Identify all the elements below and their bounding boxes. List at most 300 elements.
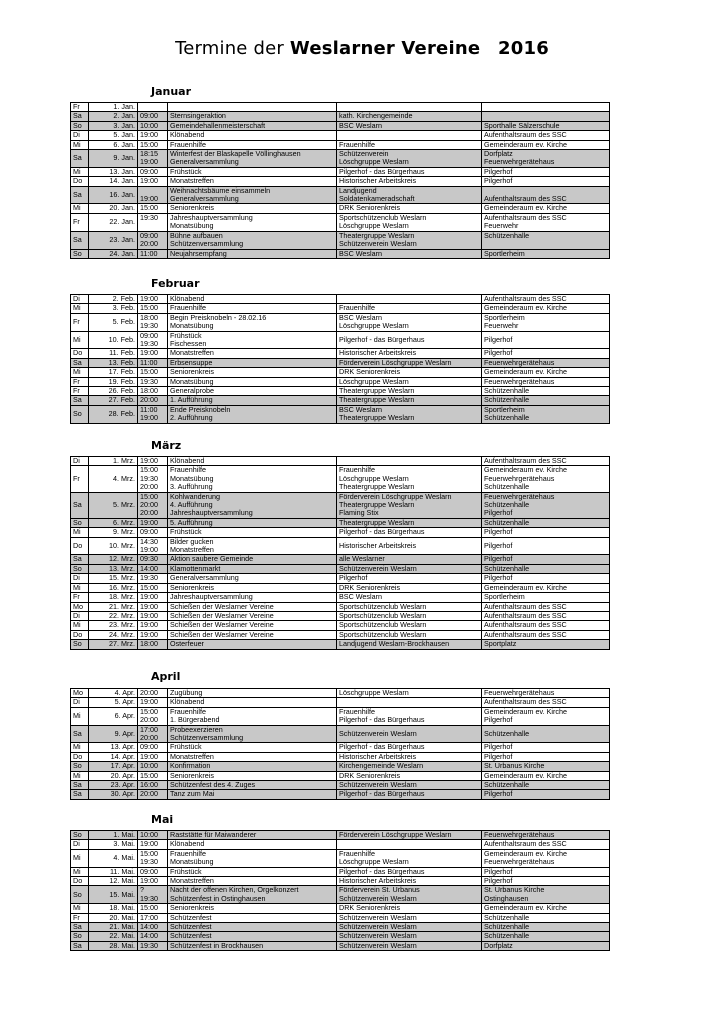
event-cell	[168, 574, 337, 583]
event-cell-line: Erbsensuppe	[170, 358, 213, 367]
weekday-cell: Mi	[71, 707, 89, 725]
organizer-cell-line: Löschgruppe Weslarn	[339, 473, 409, 483]
time-cell-line: 09:00	[140, 331, 158, 340]
date-cell: 6. Mrz.	[89, 518, 138, 527]
event-cell-line: 4. Aufführung	[170, 500, 213, 510]
location-cell	[482, 140, 610, 149]
location-cell-line: Schützenhalle	[484, 231, 530, 240]
time-cell-line: 20:00	[140, 395, 158, 405]
time-cell	[138, 904, 168, 913]
date-cell: 5. Feb.	[89, 313, 138, 331]
time-cell	[138, 840, 168, 849]
organizer-cell	[337, 941, 482, 950]
organizer-cell-line: Theatergruppe Weslarn	[339, 395, 415, 405]
weekday-cell: Sa	[71, 150, 89, 168]
table-row	[71, 831, 610, 840]
date-cell: 4. Apr.	[89, 689, 138, 698]
table-row	[71, 611, 610, 620]
location-cell-line: Gemeinderaum ev. Kirche	[484, 465, 567, 475]
organizer-cell-line: DRK Seniorenkreis	[339, 771, 401, 780]
event-cell	[168, 941, 337, 950]
event-cell	[168, 466, 337, 492]
organizer-cell	[337, 752, 482, 761]
event-cell-line: 1. Aufführung	[170, 395, 213, 405]
organizer-cell-line: BSC Weslarn	[339, 313, 383, 322]
location-cell	[482, 762, 610, 771]
page-title	[0, 38, 724, 59]
date-cell: 20. Jan.	[89, 204, 138, 213]
organizer-cell-line: Theatergruppe Weslarn	[339, 518, 415, 527]
location-cell-line: Pilgerhof	[484, 167, 513, 176]
location-cell-line: Feuerwehrgerätehaus	[484, 377, 555, 386]
organizer-cell	[337, 358, 482, 367]
date-cell: 2. Feb.	[89, 295, 138, 304]
organizer-cell	[337, 689, 482, 698]
event-cell	[168, 167, 337, 176]
organizer-cell	[337, 313, 482, 331]
location-cell-line: Pilgerhof	[484, 789, 513, 799]
date-cell: 23. Mrz.	[89, 621, 138, 630]
event-cell	[168, 304, 337, 313]
location-cell-line: Schützenhalle	[484, 386, 530, 396]
organizer-cell-line: Pilgerhof	[339, 573, 368, 583]
date-cell: 10. Mrz.	[89, 537, 138, 555]
time-cell-line: 17:00	[140, 725, 158, 734]
location-cell	[482, 867, 610, 876]
time-cell-line: 19:00	[140, 630, 158, 639]
time-cell-line: 18:00	[140, 386, 158, 396]
time-cell-line: 20:00	[140, 733, 158, 743]
event-cell	[168, 640, 337, 649]
organizer-cell	[337, 574, 482, 583]
time-cell-line: 15:00	[140, 583, 158, 592]
organizer-cell-line: Pilgerhof - das Bürgerhaus	[339, 167, 425, 176]
date-cell: 5. Mrz.	[89, 492, 138, 518]
organizer-cell	[337, 377, 482, 386]
event-cell	[168, 331, 337, 349]
date-cell: 3. Feb.	[89, 304, 138, 313]
organizer-cell-line: Pilgerhof - das Bürgerhaus	[339, 742, 425, 752]
organizer-cell	[337, 466, 482, 492]
location-cell-line: Sportplatz	[484, 639, 517, 649]
time-cell	[138, 621, 168, 630]
event-cell	[168, 295, 337, 304]
weekday-cell: So	[71, 405, 89, 423]
time-cell-line: 10:00	[140, 761, 158, 771]
location-cell-line: Aufenthaltsraum des SSC	[484, 839, 567, 849]
event-cell	[168, 781, 337, 790]
location-cell-line: Aufenthaltsraum des SSC	[484, 294, 567, 303]
event-cell	[168, 396, 337, 405]
organizer-cell-line: Schützenverein Weslarn	[339, 728, 417, 738]
table-row	[71, 904, 610, 913]
date-cell: 22. Jan.	[89, 213, 138, 231]
event-cell	[168, 457, 337, 466]
weekday-cell: Mi	[71, 528, 89, 537]
location-cell-line: Feuerwehrgerätehaus	[484, 492, 555, 501]
location-cell-line: Schützenhalle	[484, 922, 530, 932]
weekday-cell: So	[71, 640, 89, 649]
organizer-cell	[337, 593, 482, 602]
date-cell: 6. Apr.	[89, 707, 138, 725]
location-cell-line: Sportlerheim	[484, 313, 525, 322]
event-cell-line: Klönabend	[170, 294, 205, 303]
location-cell	[482, 904, 610, 913]
location-cell	[482, 840, 610, 849]
event-cell-line: Frühstück	[170, 742, 202, 752]
location-cell	[482, 886, 610, 904]
time-cell-line: 16:00	[140, 780, 158, 790]
time-cell-line: 19:00	[140, 697, 158, 707]
table-row	[71, 790, 610, 799]
event-cell	[168, 131, 337, 140]
organizer-cell	[337, 186, 482, 204]
organizer-cell	[337, 781, 482, 790]
event-cell-line: Sternsingeraktion	[170, 111, 226, 121]
table-row	[71, 131, 610, 140]
organizer-cell-line	[339, 698, 479, 706]
organizer-cell-line: Löschgruppe Weslarn	[339, 857, 409, 867]
location-cell-line: Aufenthaltsraum des SSC	[484, 213, 567, 222]
event-cell-line: Schützenfest	[170, 931, 212, 941]
location-cell-line: Sportlerheim	[484, 249, 525, 258]
location-cell	[482, 204, 610, 213]
table-row	[71, 121, 610, 130]
location-cell-line: Gemeinderaum ev. Kirche	[484, 203, 567, 213]
organizer-cell	[337, 177, 482, 186]
location-cell-line: Feuerwehrgerätehaus	[484, 358, 555, 367]
event-cell	[168, 358, 337, 367]
schedule-table-januar	[70, 102, 610, 259]
event-cell	[168, 886, 337, 904]
table-row	[71, 150, 610, 168]
time-cell-line: 14:00	[140, 564, 158, 573]
event-cell-line: Monatstreffen	[170, 348, 214, 358]
organizer-cell	[337, 112, 482, 121]
weekday-cell: Fr	[71, 593, 89, 602]
weekday-cell: Do	[71, 537, 89, 555]
location-cell-line: Gemeinderaum ev. Kirche	[484, 849, 567, 858]
organizer-cell	[337, 131, 482, 140]
organizer-cell-line: DRK Seniorenkreis	[339, 583, 401, 592]
time-cell	[138, 698, 168, 707]
location-cell-line: Aufenthaltsraum des SSC	[484, 602, 567, 611]
time-cell-line	[140, 222, 165, 230]
time-cell	[138, 121, 168, 130]
event-cell	[168, 840, 337, 849]
weekday-cell: Di	[71, 295, 89, 304]
time-cell	[138, 177, 168, 186]
weekday-cell: Sa	[71, 555, 89, 564]
location-cell-line: Pilgerhof	[484, 867, 513, 876]
organizer-cell	[337, 932, 482, 941]
organizer-cell-line	[339, 840, 479, 848]
event-cell	[168, 602, 337, 611]
time-cell-line: 15:00	[140, 367, 158, 377]
event-cell-line: Seniorenkreis	[170, 903, 214, 913]
location-cell-line: Gemeinderaum ev. Kirche	[484, 140, 567, 149]
event-cell	[168, 583, 337, 592]
location-cell	[482, 112, 610, 121]
organizer-cell	[337, 621, 482, 630]
organizer-cell-line: Sportschützenclub Weslarn	[339, 213, 427, 222]
location-cell-line: Aufenthaltsraum des SSC	[484, 194, 567, 204]
date-cell: 6. Jan.	[89, 140, 138, 149]
time-cell	[138, 771, 168, 780]
event-cell	[168, 725, 337, 743]
time-cell	[138, 204, 168, 213]
event-cell	[168, 630, 337, 639]
organizer-cell-line: Historischer Arbeitskreis	[339, 176, 417, 186]
event-cell-line: Bühne aufbauen	[170, 231, 223, 240]
event-cell-line: Frauenhilfe	[170, 707, 206, 716]
location-cell	[482, 295, 610, 304]
organizer-cell	[337, 387, 482, 396]
location-cell	[482, 640, 610, 649]
table-row	[71, 358, 610, 367]
organizer-cell-line: DRK Seniorenkreis	[339, 203, 401, 213]
table-row	[71, 593, 610, 602]
event-cell	[168, 492, 337, 518]
time-cell-line: 18:00	[140, 639, 158, 649]
time-cell	[138, 725, 168, 743]
time-cell-line: 11:00	[140, 249, 158, 258]
date-cell: 12. Mrz.	[89, 555, 138, 564]
location-cell	[482, 368, 610, 377]
event-cell-line: Schützenfest des 4. Zuges	[170, 780, 256, 790]
time-cell	[138, 849, 168, 867]
time-cell-line: 20:00	[140, 688, 158, 697]
event-cell	[168, 204, 337, 213]
organizer-cell	[337, 698, 482, 707]
date-cell: 13. Feb.	[89, 358, 138, 367]
time-cell-line: 19:00	[140, 752, 158, 761]
time-cell	[138, 518, 168, 527]
event-cell-line: Frühstück	[170, 527, 202, 537]
time-cell	[138, 932, 168, 941]
time-cell	[138, 396, 168, 405]
date-cell: 21. Mai.	[89, 923, 138, 932]
weekday-cell: Mi	[71, 304, 89, 313]
location-cell	[482, 167, 610, 176]
location-cell	[482, 941, 610, 950]
date-cell: 1. Mrz.	[89, 457, 138, 466]
event-cell-line: Monatsübung	[170, 473, 214, 483]
event-cell-line: Generalversammlung	[170, 157, 239, 167]
time-cell	[138, 377, 168, 386]
event-cell-line: 3. Aufführung	[170, 482, 213, 492]
organizer-cell-line: Löschgruppe Weslarn	[339, 377, 409, 386]
weekday-cell: Mi	[71, 140, 89, 149]
organizer-cell-line	[339, 103, 479, 111]
organizer-cell-line: Förderverein Löschgruppe Weslarn	[339, 358, 452, 367]
table-row	[71, 492, 610, 518]
organizer-cell	[337, 213, 482, 231]
event-cell	[168, 913, 337, 922]
location-cell	[482, 349, 610, 358]
table-row	[71, 621, 610, 630]
weekday-cell: Di	[71, 574, 89, 583]
time-cell	[138, 140, 168, 149]
date-cell: 13. Mrz.	[89, 564, 138, 573]
organizer-cell	[337, 121, 482, 130]
organizer-cell	[337, 771, 482, 780]
time-cell-line: 19:30	[140, 573, 158, 583]
event-cell-line: Frauenhilfe	[170, 465, 206, 475]
event-cell-line: Probeexerzieren	[170, 725, 223, 734]
organizer-cell-line: Frauenhilfe	[339, 465, 375, 475]
location-cell-line: Pilgerhof	[484, 752, 513, 761]
organizer-cell-line: BSC Weslarn	[339, 249, 383, 258]
organizer-cell-line: Theatergruppe Weslarn	[339, 500, 415, 510]
table-row	[71, 707, 610, 725]
location-cell	[482, 913, 610, 922]
location-cell-line: Sporthalle Sälzerschule	[484, 121, 560, 130]
organizer-cell	[337, 743, 482, 752]
table-row	[71, 583, 610, 592]
organizer-cell	[337, 630, 482, 639]
organizer-cell-line	[339, 131, 479, 139]
table-row	[71, 849, 610, 867]
location-cell	[482, 304, 610, 313]
event-cell	[168, 904, 337, 913]
time-cell-line: 19:00	[140, 611, 158, 620]
time-cell	[138, 602, 168, 611]
event-cell-line: Frühstück	[170, 867, 202, 876]
date-cell: 20. Mai.	[89, 913, 138, 922]
weekday-cell: Sa	[71, 492, 89, 518]
event-cell-line: Aktion saubere Gemeinde	[170, 554, 254, 564]
organizer-cell	[337, 707, 482, 725]
weekday-cell: Do	[71, 630, 89, 639]
location-cell-line: Gemeinderaum ev. Kirche	[484, 367, 567, 377]
time-cell-line: 20:00	[140, 500, 158, 510]
table-row	[71, 518, 610, 527]
weekday-cell: Di	[71, 457, 89, 466]
table-row	[71, 405, 610, 423]
title-prefix: Termine der	[175, 38, 284, 59]
organizer-cell-line: Löschgruppe Weslarn	[339, 321, 409, 331]
location-cell	[482, 611, 610, 620]
date-cell: 13. Apr.	[89, 743, 138, 752]
time-cell-line: 15:00	[140, 140, 158, 149]
date-cell: 20. Apr.	[89, 771, 138, 780]
time-cell	[138, 358, 168, 367]
organizer-cell-line: alle Weslarner	[339, 554, 385, 564]
table-row	[71, 537, 610, 555]
weekday-cell: Mo	[71, 602, 89, 611]
organizer-cell-line: Theatergruppe Weslarn	[339, 413, 415, 423]
time-cell-line: 19:00	[140, 157, 158, 167]
time-cell	[138, 583, 168, 592]
time-cell	[138, 186, 168, 204]
location-cell	[482, 466, 610, 492]
time-cell	[138, 593, 168, 602]
table-row	[71, 295, 610, 304]
table-row	[71, 867, 610, 876]
organizer-cell-line: Theatergruppe Weslarn	[339, 231, 415, 240]
organizer-cell-line: Frauenhilfe	[339, 707, 375, 716]
time-cell-line: 14:00	[140, 931, 158, 941]
time-cell-line: 19:00	[140, 602, 158, 611]
location-cell-line	[484, 112, 607, 120]
time-cell-line: 19:30	[140, 893, 158, 903]
organizer-cell-line: Theatergruppe Weslarn	[339, 482, 415, 492]
organizer-cell	[337, 583, 482, 592]
event-cell-line: Schützenfest	[170, 913, 212, 922]
organizer-cell-line: Historischer Arbeitskreis	[339, 752, 417, 761]
date-cell: 9. Apr.	[89, 725, 138, 743]
date-cell: 28. Feb.	[89, 405, 138, 423]
organizer-cell	[337, 537, 482, 555]
time-cell-line: 20:00	[140, 715, 158, 725]
organizer-cell-line: Förderverein Löschgruppe Weslarn	[339, 492, 452, 501]
event-cell	[168, 405, 337, 423]
event-cell	[168, 555, 337, 564]
date-cell: 13. Jan.	[89, 167, 138, 176]
event-cell	[168, 923, 337, 932]
location-cell	[482, 213, 610, 231]
location-cell-line: Schützenhalle	[484, 482, 530, 492]
event-cell-line: Frühstück	[170, 331, 202, 340]
location-cell	[482, 121, 610, 130]
time-cell	[138, 249, 168, 258]
event-cell	[168, 877, 337, 886]
date-cell: 23. Apr.	[89, 781, 138, 790]
location-cell	[482, 231, 610, 249]
location-cell	[482, 518, 610, 527]
time-cell-line: 15:00	[140, 303, 158, 313]
date-cell: 27. Mrz.	[89, 640, 138, 649]
table-row	[71, 186, 610, 204]
location-cell-line: St. Urbanus Kirche	[484, 885, 545, 895]
time-cell	[138, 466, 168, 492]
time-cell-line: 15:00	[140, 771, 158, 780]
time-cell	[138, 831, 168, 840]
weekday-cell: Mi	[71, 204, 89, 213]
weekday-cell: Do	[71, 177, 89, 186]
time-cell-line: 19:00	[140, 194, 158, 204]
event-cell-line: Seniorenkreis	[170, 771, 214, 780]
organizer-cell-line: Schützenverein Weslarn	[339, 922, 417, 932]
event-cell	[168, 150, 337, 168]
date-cell: 27. Feb.	[89, 396, 138, 405]
organizer-cell-line: Pilgerhof - das Bürgerhaus	[339, 334, 425, 344]
organizer-cell	[337, 904, 482, 913]
location-cell	[482, 564, 610, 573]
location-cell	[482, 186, 610, 204]
time-cell	[138, 574, 168, 583]
table-row	[71, 213, 610, 231]
location-cell	[482, 405, 610, 423]
location-cell-line: Pilgerhof	[484, 742, 513, 752]
event-cell	[168, 177, 337, 186]
organizer-cell-line: Pilgerhof - das Bürgerhaus	[339, 527, 425, 537]
time-cell-line: 15:00	[140, 203, 158, 213]
organizer-cell	[337, 140, 482, 149]
event-cell	[168, 231, 337, 249]
location-cell-line: Gemeinderaum ev. Kirche	[484, 771, 567, 780]
organizer-cell-line: BSC Weslarn	[339, 592, 383, 602]
location-cell	[482, 396, 610, 405]
time-cell	[138, 103, 168, 112]
time-cell-line: 18:00	[140, 313, 158, 322]
location-cell	[482, 249, 610, 258]
event-cell-line: Schießen der Weslarner Vereine	[170, 620, 274, 630]
weekday-cell: Sa	[71, 790, 89, 799]
time-cell	[138, 405, 168, 423]
time-cell-line: 19:00	[140, 876, 158, 886]
